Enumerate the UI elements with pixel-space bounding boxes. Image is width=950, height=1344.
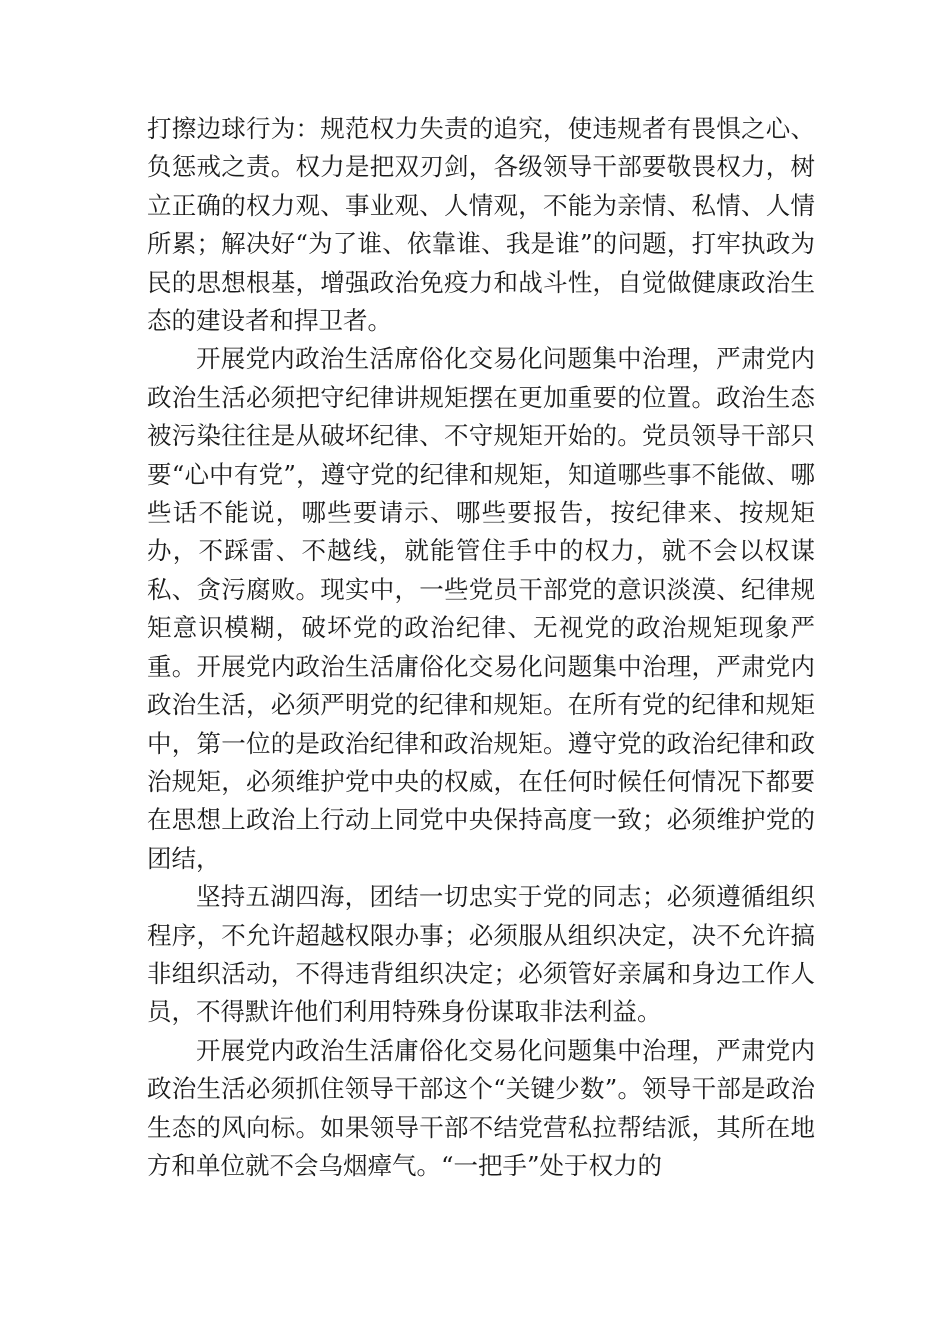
- paragraph-discipline: 开展党内政治生活席俗化交易化问题集中治理，严肃党内政治生活必须把守纪律讲规矩摆在更加重要的位置。政治生态被污染往往是从破坏纪律、不守规矩开始的。党员领导干部只要“心中有党”，遵守党的纪律和规矩，知道哪些事不能做、哪些话不能说，哪些要请示、哪些要报告，按纪律来、按规矩办，不踩雷、不越线，就能管住手中的权力，就不会以权谋私、贪污腐败。现实中，一些党员干部党的意识淡漠、纪律规矩意识模糊，破坏党的政治纪律、无视党的政治规矩现象严重。开展党内政治生活庸俗化交易化问题集中治理，严肃党内政治生活，必须严明党的纪律和规矩。在所有党的纪律和规矩中，第一位的是政治纪律和政治规矩。遵守党的政治纪律和政治规矩，必须维护党中央的权威，在任何时候任何情况下都要在思想上政治上行动上同党中央保持高度一致；必须维护党的团结，: [147, 344, 815, 873]
- paragraph-leaders: 开展党内政治生活庸俗化交易化问题集中治理，严肃党内政治生活必须抓住领导干部这个“关键少数”。领导干部是政治生态的风向标。如果领导干部不结党营私拉帮结派，其所在地方和单位就不会乌烟瘴气。“一把手”处于权力的: [147, 1035, 815, 1180]
- paragraph-organization: 坚持五湖四海，团结一切忠实于党的同志；必须遵循组织程序，不允许超越权限办事；必须服从组织决定，决不允许搞非组织活动，不得违背组织决定；必须管好亲属和身边工作人员，不得默许他们利用特殊身份谋取非法利益。: [147, 882, 815, 1027]
- paragraph-continuation: 打擦边球行为：规范权力失责的追究，使违规者有畏惧之心、负惩戒之责。权力是把双刃剑，各级领导干部要敬畏权力，树立正确的权力观、事业观、人情观，不能为亲情、私情、人情所累；解决好“为了谁、依靠谁、我是谁”的问题，打牢执政为民的思想根基，增强政治免疫力和战斗性，自觉做健康政治生态的建设者和捍卫者。: [147, 114, 815, 336]
- document-body: [147, 110, 815, 1185]
